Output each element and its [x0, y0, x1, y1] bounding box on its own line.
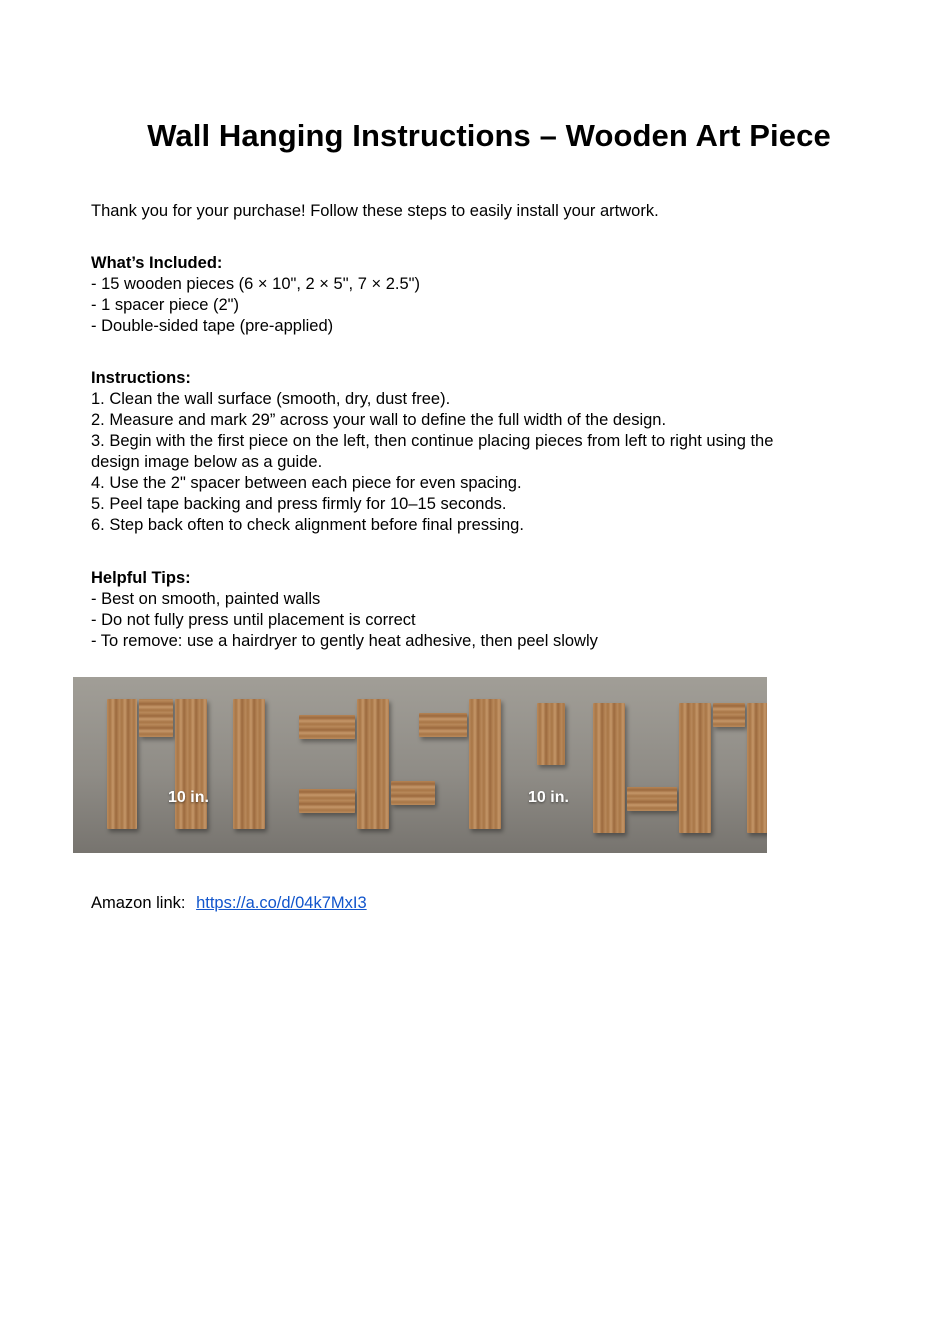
wood-piece	[107, 699, 137, 829]
tips-heading: Helpful Tips:	[91, 569, 191, 587]
wood-piece	[593, 703, 625, 833]
step-item: 1. Clean the wall surface (smooth, dry, dust free).	[91, 390, 451, 408]
wood-piece	[679, 703, 711, 833]
step-item: 3. Begin with the first piece on the left, then continue placing pieces from left to right using the design image below as a guide.	[91, 432, 774, 471]
wood-piece	[175, 699, 207, 829]
list-item: - Double-sided tape (pre-applied)	[91, 317, 334, 335]
amazon-line	[91, 893, 367, 914]
tips-list	[91, 589, 598, 652]
wood-piece	[419, 713, 467, 737]
included-section	[91, 253, 420, 337]
design-photo	[73, 677, 767, 853]
step-item: 6. Step back often to check alignment before final pressing.	[91, 516, 524, 534]
wood-piece	[139, 699, 173, 737]
step-item: 2. Measure and mark 29” across your wall to define the full width of the design.	[91, 411, 667, 429]
wood-piece	[469, 699, 501, 829]
dimension-label: 10 in.	[168, 789, 209, 806]
page-title: Wall Hanging Instructions – Wooden Art Piece	[147, 118, 831, 153]
list-item: - To remove: use a hairdryer to gently heat adhesive, then peel slowly	[91, 632, 598, 650]
instructions-list	[91, 389, 826, 536]
included-list	[91, 274, 420, 337]
included-heading: What’s Included:	[91, 254, 223, 272]
amazon-label: Amazon link:	[91, 894, 186, 912]
list-item: - 15 wooden pieces (6 × 10", 2 × 5", 7 × 2.5")	[91, 275, 420, 293]
wood-piece	[299, 715, 355, 739]
dimension-label: 10 in.	[528, 789, 569, 806]
wood-piece	[233, 699, 265, 829]
wood-piece	[357, 699, 389, 829]
list-item: - 1 spacer piece (2")	[91, 296, 240, 314]
tips-section	[91, 568, 598, 652]
intro-text: Thank you for your purchase! Follow these steps to easily install your artwork.	[91, 202, 659, 220]
list-item: - Do not fully press until placement is correct	[91, 611, 416, 629]
wood-piece	[537, 703, 565, 765]
amazon-link[interactable]: https://a.co/d/04k7MxI3	[196, 894, 367, 912]
wood-piece	[391, 781, 435, 805]
wood-piece	[713, 703, 745, 727]
wood-piece	[747, 703, 767, 833]
wood-piece	[299, 789, 355, 813]
wood-piece	[627, 787, 677, 811]
step-item: 4. Use the 2" spacer between each piece for even spacing.	[91, 474, 522, 492]
list-item: - Best on smooth, painted walls	[91, 590, 321, 608]
instructions-section	[91, 368, 826, 536]
instructions-heading: Instructions:	[91, 369, 191, 387]
step-item: 5. Peel tape backing and press firmly for 10–15 seconds.	[91, 495, 507, 513]
